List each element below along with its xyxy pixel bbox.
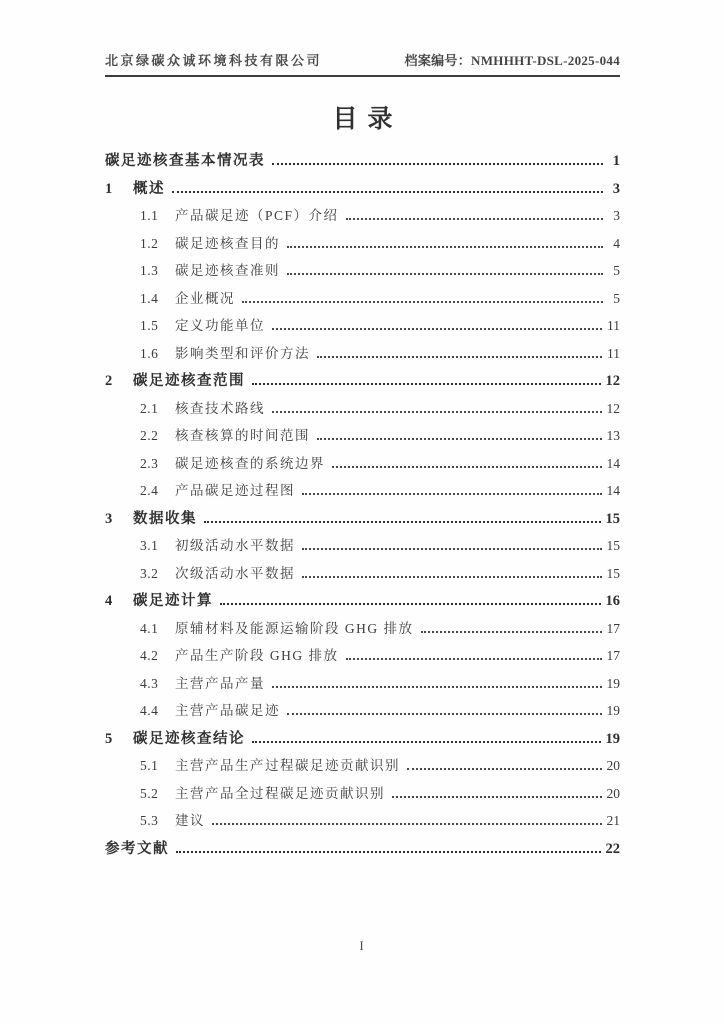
company-name: 北京绿碳众诚环境科技有限公司 bbox=[105, 53, 323, 68]
toc-entry-number: 1.5 bbox=[140, 318, 159, 333]
dot-leader bbox=[272, 411, 602, 413]
toc-entry-page: 22 bbox=[605, 840, 620, 857]
toc-entry-page: 17 bbox=[606, 620, 620, 636]
toc-entry-number: 5 bbox=[105, 730, 113, 747]
footer-page-number: I bbox=[359, 938, 365, 953]
toc-entry-title: 主营产品产量 bbox=[175, 675, 265, 691]
toc-entry-page: 15 bbox=[606, 538, 620, 553]
dot-leader bbox=[302, 493, 602, 495]
toc-entry-number: 5.2 bbox=[140, 785, 159, 801]
toc-entry-title: 影响类型和评价方法 bbox=[175, 345, 310, 361]
toc-entry-page: 4 bbox=[613, 235, 620, 251]
dot-leader bbox=[176, 851, 601, 853]
toc-entry-title: 碳足迹核查的系统边界 bbox=[175, 455, 325, 471]
toc-entry-page: 15 bbox=[605, 510, 620, 527]
toc-entry bbox=[105, 479, 620, 507]
toc-entry bbox=[105, 507, 620, 535]
toc-entry-page: 5 bbox=[613, 263, 620, 278]
toc-entry bbox=[105, 342, 620, 370]
dot-leader bbox=[332, 466, 602, 468]
toc-entry bbox=[105, 259, 620, 287]
toc-entry bbox=[105, 562, 620, 590]
dot-leader bbox=[172, 191, 603, 193]
toc-entry bbox=[105, 782, 620, 810]
toc-entry-title: 主营产品生产过程碳足迹贡献识别 bbox=[175, 758, 400, 773]
dot-leader bbox=[346, 658, 602, 660]
toc-entry bbox=[105, 177, 620, 205]
toc-entry-number: 4.4 bbox=[140, 703, 159, 718]
toc-entry-title: 碳足迹核查基本情况表 bbox=[105, 153, 265, 169]
dot-leader bbox=[252, 383, 601, 385]
toc-entry-title: 数据收集 bbox=[133, 510, 197, 527]
toc-entry-number: 2 bbox=[105, 373, 113, 389]
toc-title: 目录 bbox=[332, 106, 403, 133]
dot-leader bbox=[252, 741, 601, 743]
dot-leader bbox=[242, 301, 603, 303]
toc-entry-title: 概述 bbox=[133, 180, 165, 197]
dot-leader bbox=[302, 548, 602, 550]
toc-entry bbox=[105, 727, 620, 755]
archive-number bbox=[405, 50, 620, 69]
toc-entry-title: 核查核算的时间范围 bbox=[175, 428, 310, 443]
dot-leader bbox=[421, 631, 602, 633]
toc-entry-title: 主营产品碳足迹 bbox=[175, 703, 280, 718]
toc-entry-page: 3 bbox=[613, 208, 620, 223]
toc-entry bbox=[105, 204, 620, 232]
toc-entry-page: 20 bbox=[606, 785, 620, 801]
toc-entry-title: 原辅材料及能源运输阶段 GHG 排放 bbox=[175, 620, 414, 636]
toc-entry-number: 2.2 bbox=[140, 428, 159, 443]
toc-entry-title: 产品生产阶段 GHG 排放 bbox=[175, 648, 339, 663]
toc-entry-number: 3.2 bbox=[140, 565, 159, 581]
toc-entry-page: 14 bbox=[606, 455, 620, 471]
toc-entry-page: 12 bbox=[606, 400, 620, 416]
dot-leader bbox=[317, 356, 602, 358]
dot-leader bbox=[272, 686, 602, 688]
toc-entry-page: 13 bbox=[606, 428, 620, 443]
toc-entry-number: 4.3 bbox=[140, 675, 159, 691]
dot-leader bbox=[204, 521, 601, 523]
toc-entry-title: 产品碳足迹过程图 bbox=[175, 483, 295, 498]
toc-entry-number: 4.1 bbox=[140, 620, 159, 636]
toc-entry-page: 14 bbox=[606, 483, 620, 498]
toc-entry-number: 5.3 bbox=[140, 813, 159, 828]
toc-entry bbox=[105, 589, 620, 617]
toc-entry-number: 1.4 bbox=[140, 290, 159, 306]
toc-entry-number: 2.1 bbox=[140, 400, 159, 416]
toc-entry-number: 2.4 bbox=[140, 483, 159, 498]
toc-entry-page: 1 bbox=[612, 153, 620, 169]
toc-entry-title: 产品碳足迹（PCF）介绍 bbox=[175, 208, 339, 223]
toc-entry-page: 11 bbox=[607, 345, 620, 361]
dot-leader bbox=[272, 328, 602, 330]
toc-entry bbox=[105, 452, 620, 480]
toc-entry bbox=[105, 424, 620, 452]
toc-entry-title: 定义功能单位 bbox=[175, 318, 265, 333]
toc-entry-number: 1.6 bbox=[140, 345, 159, 361]
toc-entry bbox=[105, 754, 620, 782]
toc-entry bbox=[105, 397, 620, 425]
toc-entry bbox=[105, 314, 620, 342]
toc-entry-page: 15 bbox=[606, 565, 620, 581]
toc-entry bbox=[105, 149, 620, 177]
toc-entry-title: 初级活动水平数据 bbox=[175, 538, 295, 553]
toc-entry-title: 碳足迹核查准则 bbox=[175, 263, 280, 278]
dot-leader bbox=[392, 796, 602, 798]
dot-leader bbox=[302, 576, 602, 578]
toc-entry-number: 2.3 bbox=[140, 455, 159, 471]
toc-entry-page: 21 bbox=[606, 813, 620, 828]
toc-entry-title: 核查技术路线 bbox=[175, 400, 265, 416]
toc-entry-title: 碳足迹核查范围 bbox=[133, 373, 245, 389]
toc-entry-page: 19 bbox=[605, 730, 620, 747]
toc-entry-page: 16 bbox=[605, 593, 620, 609]
toc-entry-page: 12 bbox=[605, 373, 620, 389]
toc-entry-page: 5 bbox=[613, 290, 620, 306]
dot-leader bbox=[317, 438, 602, 440]
dot-leader bbox=[346, 218, 603, 220]
toc-entry bbox=[105, 287, 620, 315]
toc-entry-page: 11 bbox=[607, 318, 620, 333]
toc-entry-page: 17 bbox=[606, 648, 620, 663]
page-header bbox=[105, 0, 620, 77]
toc-entry-title: 企业概况 bbox=[175, 290, 235, 306]
toc-entry bbox=[105, 369, 620, 397]
dot-leader bbox=[287, 273, 603, 275]
toc-entry-page: 19 bbox=[606, 675, 620, 691]
dot-leader bbox=[212, 823, 602, 825]
table-of-contents bbox=[105, 149, 620, 864]
toc-entry-page: 19 bbox=[606, 703, 620, 718]
toc-entry bbox=[105, 672, 620, 700]
page-content bbox=[105, 0, 620, 864]
toc-entry bbox=[105, 232, 620, 260]
toc-entry bbox=[105, 644, 620, 672]
toc-entry-title: 碳足迹核查结论 bbox=[133, 730, 245, 747]
toc-entry bbox=[105, 534, 620, 562]
dot-leader bbox=[287, 246, 603, 248]
toc-entry-number: 4.2 bbox=[140, 648, 159, 663]
toc-entry-number: 5.1 bbox=[140, 758, 159, 773]
toc-entry-title: 参考文献 bbox=[105, 840, 169, 857]
toc-entry-title: 建议 bbox=[175, 813, 205, 828]
dot-leader bbox=[407, 768, 602, 770]
toc-entry-title: 次级活动水平数据 bbox=[175, 565, 295, 581]
toc-entry-title: 主营产品全过程碳足迹贡献识别 bbox=[175, 785, 385, 801]
toc-entry-title: 碳足迹核查目的 bbox=[175, 235, 280, 251]
toc-entry bbox=[105, 699, 620, 727]
toc-entry-title: 碳足迹计算 bbox=[133, 593, 213, 609]
dot-leader bbox=[220, 603, 601, 605]
toc-entry-number: 3.1 bbox=[140, 538, 159, 553]
archive-label: 档案编号： bbox=[404, 53, 472, 68]
toc-entry bbox=[105, 809, 620, 837]
toc-entry-page: 3 bbox=[612, 180, 620, 197]
toc-entry bbox=[105, 617, 620, 645]
archive-code: NMHHHT-DSL-2025-044 bbox=[471, 53, 620, 68]
toc-entry-page: 20 bbox=[606, 758, 620, 773]
toc-entry-number: 3 bbox=[105, 510, 113, 527]
toc-entry-number: 4 bbox=[105, 593, 113, 609]
toc-entry bbox=[105, 837, 620, 865]
toc-entry-number: 1.2 bbox=[140, 235, 159, 251]
toc-entry-number: 1.3 bbox=[140, 263, 159, 278]
dot-leader bbox=[272, 163, 603, 165]
toc-entry-number: 1 bbox=[105, 180, 113, 197]
toc-entry-number: 1.1 bbox=[140, 208, 159, 223]
dot-leader bbox=[287, 713, 602, 715]
